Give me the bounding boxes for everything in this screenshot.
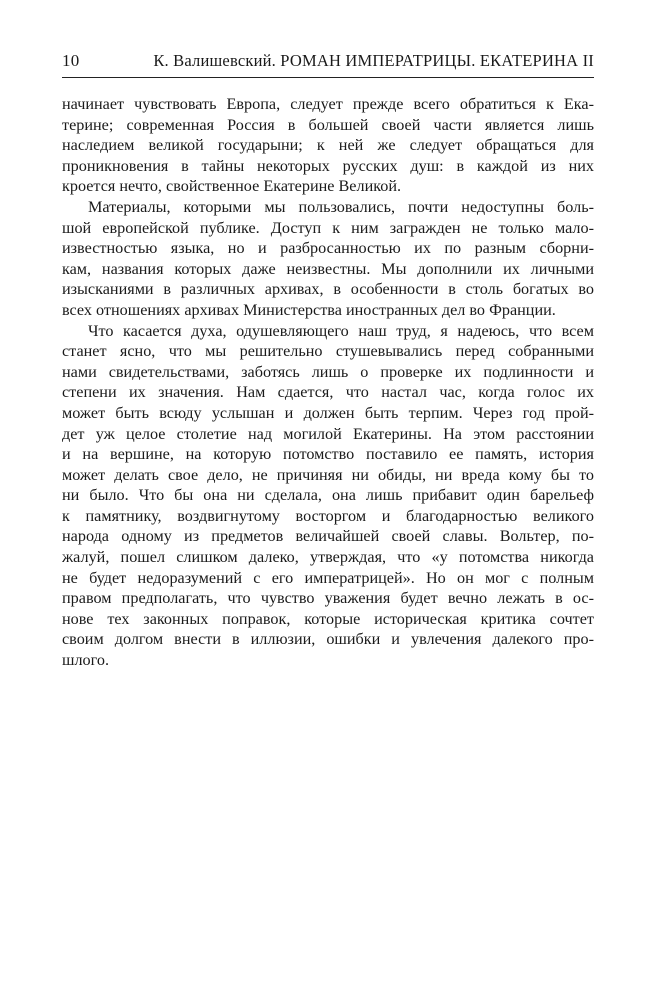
text-line: шой европейской публике. Доступ к ним загражден не только мало- [62, 218, 594, 237]
text-line: нове тех законных поправок, которые историческая критика сочтет [62, 609, 594, 628]
text-line: и на вершине, на которую потомство поставило ее память, история [62, 445, 594, 464]
text-line: всех отношениях архивах Министерства иностранных дел во Франции. [62, 300, 556, 319]
paragraph [62, 321, 594, 671]
book-page [62, 50, 594, 671]
text-line: проникновения в тайны некоторых русских душ: в каждой из них [62, 156, 594, 175]
text-line: изысканиями в различных архивах, в особенности в столь богатых во [62, 280, 594, 299]
text-line: правом предполагать, что чувство уважения будет вечно лежать в ос- [62, 589, 594, 608]
text-line: народа одному из предметов величайшей своей славы. Вольтер, по- [62, 527, 594, 546]
text-line: может делать свое дело, не причиняя ни обиды, ни вреда кому бы то [62, 465, 594, 484]
running-title: К. Валишевский. РОМАН ИМПЕРАТРИЦЫ. ЕКАТЕРИНА II [153, 51, 594, 70]
text-line: степени их значения. Нам сдается, что настал час, когда голос их [62, 383, 594, 402]
text-line: дет уж целое столетие над могилой Екатерины. На этом расстоянии [62, 424, 594, 443]
text-line: станет ясно, что мы решительно стушевывались перед собранными [62, 342, 594, 361]
body-text [62, 94, 594, 671]
paragraph [62, 94, 594, 197]
text-line: шлого. [62, 651, 110, 670]
text-line: Что касается духа, одушевляющего наш труд, я надеюсь, что всем [88, 321, 594, 340]
text-line: жалуй, пошел слишком далеко, утверждая, что «у потомства никогда [62, 548, 594, 567]
text-line: нами свидетельствами, заботясь лишь о проверке их подлинности и [62, 362, 594, 381]
text-line: Материалы, которыми мы пользовались, почти недоступны боль- [88, 197, 594, 216]
text-line: своим долгом внести в иллюзии, ошибки и увлечения далекого про- [62, 630, 594, 649]
text-line: известностью языка, но и разбросанностью их по разным сборни- [62, 239, 594, 258]
page-number: 10 [62, 51, 80, 70]
text-line: кроется нечто, свойственное Екатерине Великой. [62, 177, 402, 196]
paragraph [62, 197, 594, 321]
text-line: начинает чувствовать Европа, следует прежде всего обратиться к Ека- [62, 95, 594, 113]
running-header [62, 50, 594, 78]
text-line: к памятнику, воздвигнутому восторгом и благодарностью великого [62, 506, 594, 525]
text-line: может быть всюду услышан и должен быть терпим. Через год прой- [62, 403, 594, 422]
text-line: кам, названия которых даже неизвестны. Мы дополнили их личными [62, 259, 594, 278]
text-line: не будет недоразумений с его императрицей». Но он мог с полным [62, 568, 594, 587]
text-line: ни было. Что бы она ни сделала, она лишь прибавит один барельеф [62, 486, 594, 505]
text-line: терине; современная Россия в большей своей части является лишь [62, 115, 594, 134]
text-line: наследием великой государыни; к ней же следует обращаться для [62, 136, 594, 155]
